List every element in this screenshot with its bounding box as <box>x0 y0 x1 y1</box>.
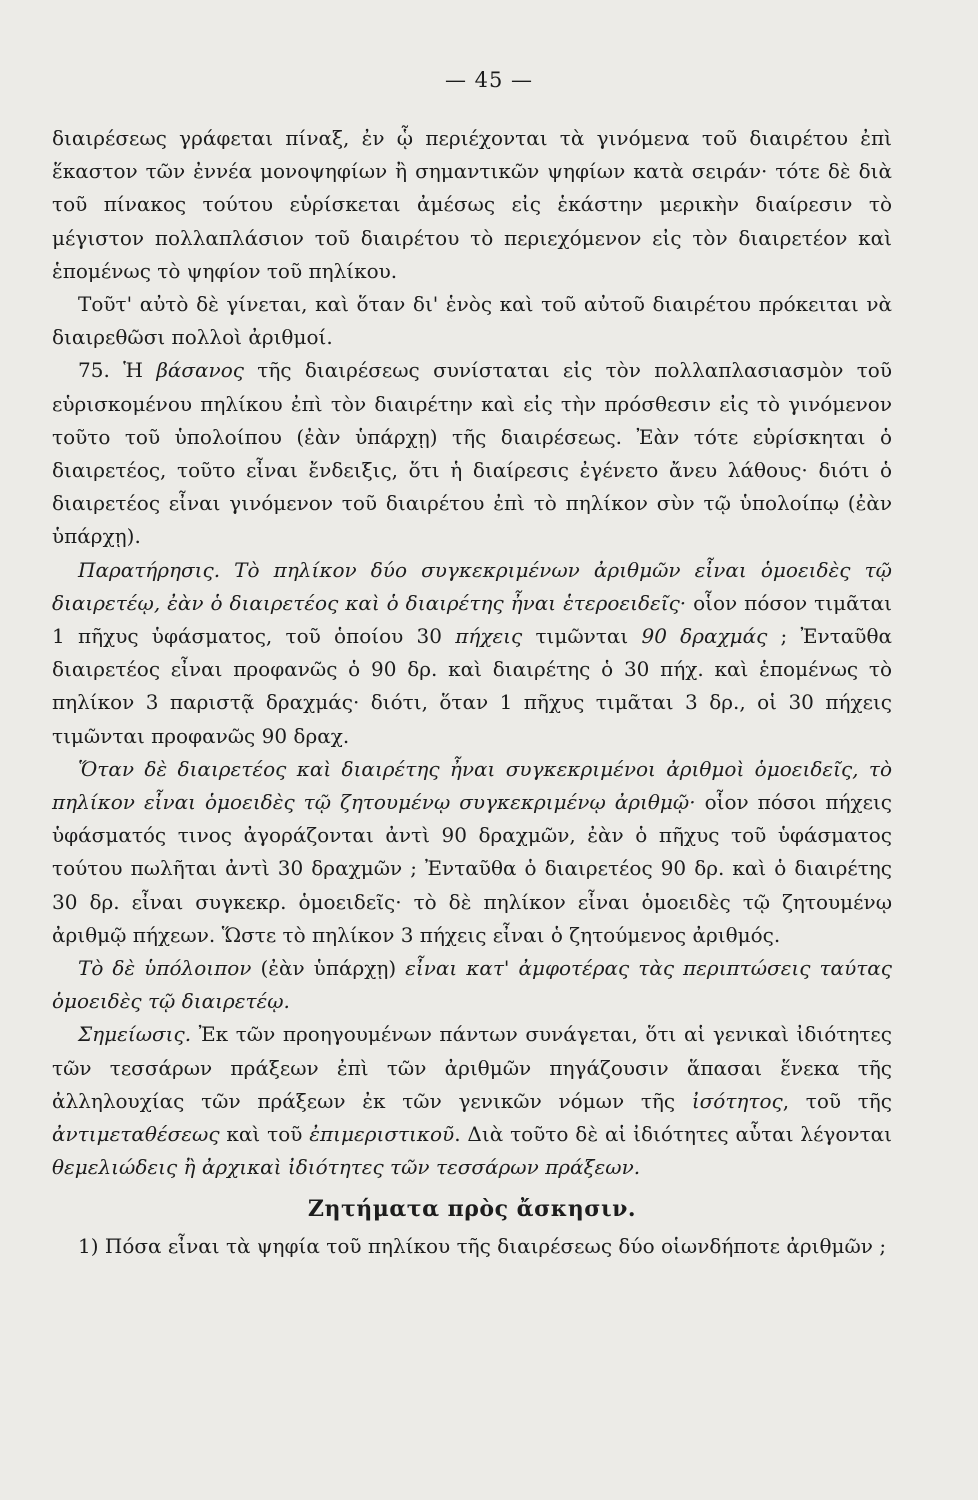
note-text-3: καὶ τοῦ <box>219 1122 310 1147</box>
remark-em-1: πήχεις <box>455 624 523 649</box>
remark-text-3: ; Ἐνταῦθα διαιρετέος εἶναι προφανῶς ὁ 90 δρ. καὶ διαιρέτης ὁ 30 πήχ. καὶ ἑπομένως τὸ πηλίκον 3 παριστᾷ δραχμάς· διότι, ὅταν 1 πῆχυς τιμᾶται 3 δρ., οἱ 30 πήχεις τιμῶνται προφανῶς 90 δραχ. <box>52 624 892 748</box>
section-number-text: 75. Ἡ <box>78 358 157 383</box>
paragraph-remainder <box>52 952 892 1018</box>
page-number: — 45 — <box>444 68 534 92</box>
remainder-text: (ἐὰν ὑπάρχῃ) <box>251 956 406 981</box>
term-basanos: βάσανος <box>156 358 244 383</box>
paragraph-note <box>52 1018 892 1184</box>
remark-text-1: οἷον πόσον τιμᾶται 1 πῆχυς ὑφάσματος, τοῦ ὁποίου 30 <box>52 590 892 649</box>
remark-rule: Παρατήρησις. Τὸ πηλίκον δύο συγκεκριμένων ἀριθμῶν εἶναι ὁμοειδὲς τῷ διαιρετέῳ, ἐὰν ὁ διαιρετέος καὶ ὁ διαιρέτης ἦναι ἑτεροειδεῖς· <box>52 557 892 615</box>
paragraph-75-text: τῆς διαιρέσεως συνίσταται εἰς τὸν πολλαπλασιασμὸν τοῦ εὑρισκομένου πηλίκου ἐπὶ τὸν διαιρέτην καὶ εἰς τὴν πρόσθεσιν εἰς τὸ γινόμενον τοῦτο τοῦ ὑπολοίπου (ἐὰν ὑπάρχῃ) τῆς διαιρέσεως. Ἐὰν τότε εὑρίσκηται ὁ διαιρετέος, τοῦτο εἶναι ἔνδειξις, ὅτι ἡ διαίρεσις ἐγένετο ἄνευ λάθους· διότι ὁ διαιρετέος εἶναι γινόμενον τοῦ διαιρέτου ἐπὶ τὸ πηλίκον σὺν τῷ ὑπολοίπῳ (ἐὰν ὑπάρχῃ). <box>52 358 893 549</box>
remark-em-2: 90 δραχμάς <box>641 624 768 649</box>
homogeneous-rule: Ὅταν δὲ διαιρετέος καὶ διαιρέτης ἦναι συγκεκριμένοι ἀριθμοὶ ὁμοειδεῖς, τὸ πηλίκον εἶναι ὁμοειδὲς τῷ ζητουμένῳ συγκεκριμένῳ ἀριθμῷ· <box>52 756 892 815</box>
note-em-4: θεμελιώδεις ἢ ἀρχικαὶ ἰδιότητες τῶν τεσσάρων πράξεων. <box>52 1155 641 1180</box>
note-em-2: ἀντιμεταθέσεως <box>52 1122 220 1147</box>
paragraph-remark <box>52 554 892 753</box>
note-em-1: ἰσότητος <box>691 1088 783 1113</box>
remark-text-2: τιμῶνται <box>522 624 642 649</box>
paragraph-1: διαιρέσεως γράφεται πίναξ, ἐν ᾧ περιέχονται τὰ γινόμενα τοῦ διαιρέτου ἐπὶ ἕκαστον τῶν ἐννέα μονοψηφίων ἢ σημαντικῶν ψηφίων κατὰ σειράν· τότε δὲ διὰ τοῦ πίνακος τούτου εὑρίσκεται ἀμέσως εἰς ἑκάστην μερικὴν διαίρεσιν τὸ μέγιστον πολλαπλάσιον τοῦ διαιρέτου τὸ περιεχόμενον εἰς τὸν διαιρετέον καὶ ἑπομένως τὸ ψηφίον τοῦ πηλίκου. <box>52 126 892 283</box>
note-label: Σημείωσις. <box>78 1022 192 1047</box>
paragraph-2: Τοῦτ' αὐτὸ δὲ γίνεται, καὶ ὅταν δι' ἑνὸς καὶ τοῦ αὐτοῦ διαιρέτου πρόκειται νὰ διαιρεθῶσι πολλοὶ ἀριθμοί. <box>52 292 892 350</box>
page-body <box>52 122 892 1263</box>
note-text-1: Ἐκ τῶν προηγουμένων πάντων συνάγεται, ὅτι αἱ γενικαὶ ἰδιότητες τῶν τεσσάρων πράξεων ἐπὶ τῶν ἀριθμῶν πηγάζουσιν ἅπασαι ἕνεκα τῆς ἀλληλουχίας τῶν πράξεων ἐκ τῶν γενικῶν νόμων τῆς <box>52 1022 892 1113</box>
remainder-rule-2: εἶναι κατ' ἀμφοτέρας τὰς περιπτώσεις ταύτας ὁμοειδὲς τῷ διαιρετέῳ. <box>52 956 892 1014</box>
paragraph-homogeneous <box>52 753 892 952</box>
note-text-4: . Διὰ τοῦτο δὲ αἱ ἰδιότητες αὗται λέγονται <box>454 1122 892 1147</box>
note-text-2: , τοῦ τῆς <box>782 1088 892 1113</box>
remainder-rule-1: Τὸ δὲ ὑπόλοιπον <box>78 956 252 981</box>
note-em-3: ἐπιμεριστικοῦ <box>309 1122 455 1147</box>
exercises-heading: Ζητήματα πρὸς ἄσκησιν. <box>307 1195 637 1222</box>
homogeneous-text: οἷον πόσοι πήχεις ὑφάσματός τινος ἀγοράζονται ἀντὶ 90 δραχμῶν, ἐὰν ὁ πῆχυς τοῦ ὑφάσματος τούτου πωλῆται ἀντὶ 30 δραχμῶν ; Ἐνταῦθα ὁ διαιρετέος 90 δρ. καὶ ὁ διαιρέτης 30 δρ. εἶναι συγκεκρ. ὁμοειδεῖς· τὸ δὲ πηλίκον εἶναι ὁμοειδὲς τῷ ζητουμένῳ ἀριθμῷ πήχεων. Ὥστε τὸ πηλίκον 3 πήχεις εἶναι ὁ ζητούμενος ἀριθμός. <box>52 790 892 947</box>
exercise-question-1: 1) Πόσα εἶναι τὰ ψηφία τοῦ πηλίκου τῆς διαιρέσεως δύο οἱωνδήποτε ἀριθμῶν ; <box>78 1233 887 1258</box>
paragraph-75 <box>52 354 892 553</box>
